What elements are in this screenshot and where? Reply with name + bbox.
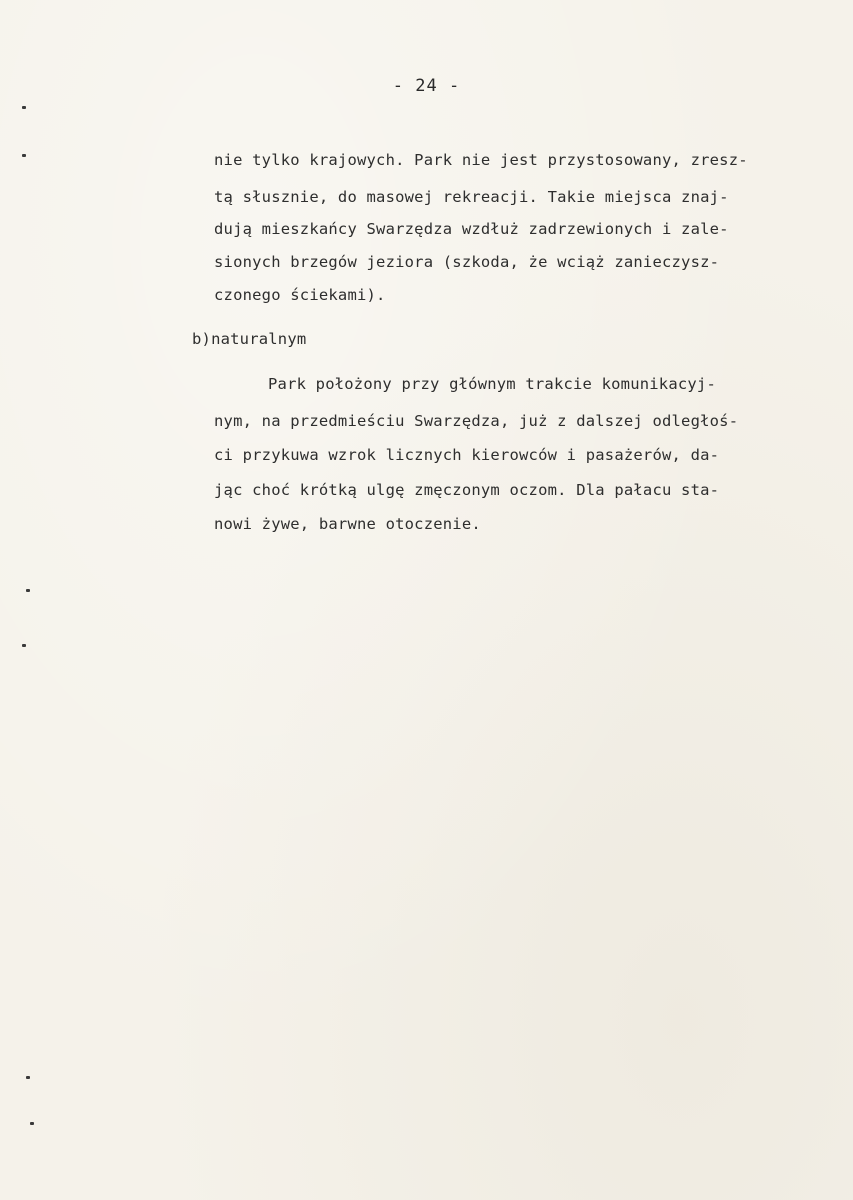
margin-hole-mark	[26, 1076, 30, 1079]
margin-hole-mark	[22, 154, 26, 157]
margin-hole-mark	[22, 106, 26, 109]
text-line: nym, na przedmieściu Swarzędza, już z dalszej odległoś-	[214, 412, 739, 430]
text-line: ci przykuwa wzrok licznych kierowców i pasażerów, da-	[214, 446, 720, 464]
text-line: czonego ściekami).	[214, 286, 386, 304]
margin-hole-mark	[22, 644, 26, 647]
section-heading: b)naturalnym	[192, 330, 307, 348]
text-line: dują mieszkańcy Swarzędza wzdłuż zadrzewionych i zale-	[214, 220, 729, 238]
margin-hole-mark	[30, 1122, 34, 1125]
page-number: - 24 -	[392, 76, 461, 96]
text-line: Park położony przy głównym trakcie komunikacyj-	[268, 375, 716, 393]
text-line: sionych brzegów jeziora (szkoda, że wciąż zanieczysz-	[214, 253, 720, 271]
margin-hole-mark	[26, 589, 30, 592]
text-line: nowi żywe, barwne otoczenie.	[214, 515, 481, 533]
text-line: jąc choć krótką ulgę zmęczonym oczom. Dla pałacu sta-	[214, 481, 720, 499]
text-line: tą słusznie, do masowej rekreacji. Takie miejsca znaj-	[214, 188, 729, 206]
text-line: nie tylko krajowych. Park nie jest przystosowany, zresz-	[214, 151, 748, 169]
